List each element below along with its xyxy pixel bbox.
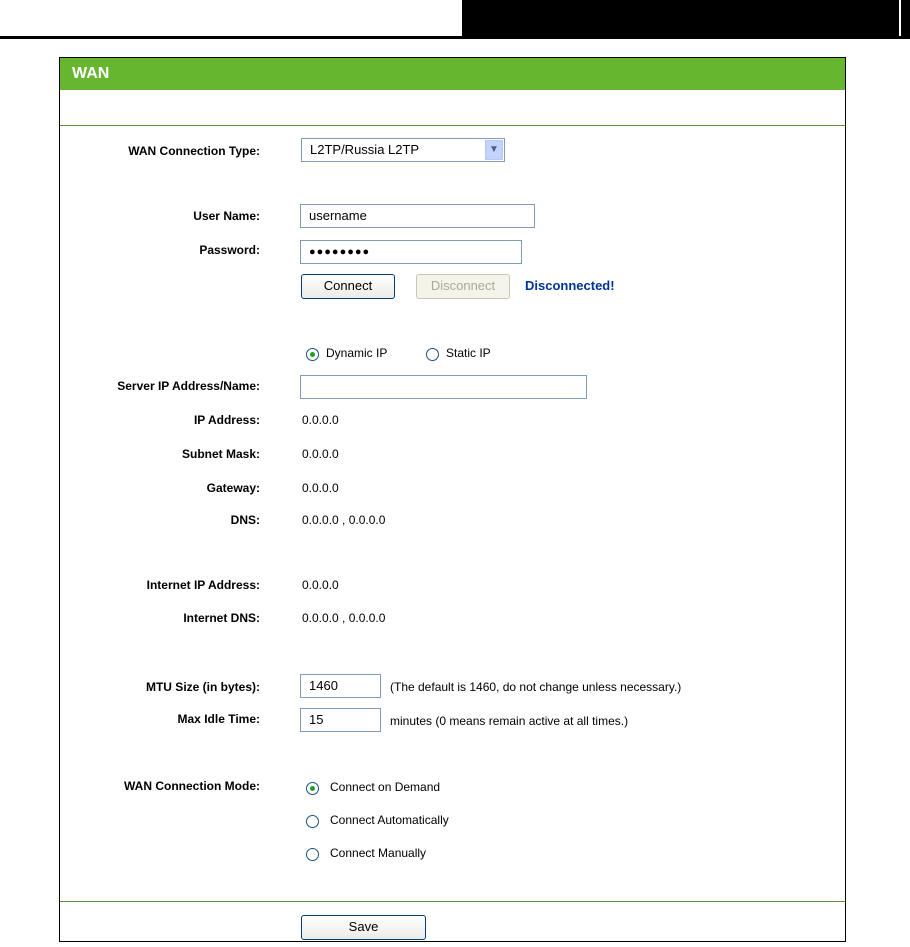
ip-address-value: 0.0.0.0 [302, 413, 339, 427]
mtu-input[interactable]: 1460 [300, 674, 381, 698]
connect-manually-radio[interactable] [306, 848, 319, 861]
connect-manually-label: Connect Manually [330, 846, 427, 860]
top-rule [0, 36, 910, 39]
wan-type-select[interactable] [301, 138, 505, 162]
gateway-label: Gateway: [206, 481, 260, 495]
server-input[interactable] [300, 375, 587, 399]
connect-on-demand-radio[interactable] [306, 782, 319, 795]
connect-button[interactable]: Connect [301, 274, 395, 299]
connect-automatically-radio[interactable] [306, 815, 319, 828]
static-ip-label: Static IP [446, 346, 491, 360]
subnet-mask-value: 0.0.0.0 [302, 447, 339, 461]
idle-label: Max Idle Time: [177, 712, 260, 726]
save-button[interactable]: Save [301, 915, 426, 940]
idle-input[interactable]: 15 [300, 708, 381, 732]
dns-label: DNS: [230, 513, 260, 527]
gateway-value: 0.0.0.0 [302, 481, 339, 495]
connect-on-demand-label: Connect on Demand [330, 780, 441, 794]
static-ip-radio[interactable] [426, 348, 439, 361]
dynamic-ip-radio[interactable] [306, 348, 319, 361]
dynamic-ip-label: Dynamic IP [326, 346, 388, 360]
idle-hint: minutes (0 means remain active at all times.) [390, 714, 629, 728]
disconnect-button[interactable]: Disconnect [416, 274, 510, 299]
internet-ip-label: Internet IP Address: [146, 578, 260, 592]
username-input[interactable]: username [300, 204, 535, 228]
top-banner-divider [899, 0, 901, 36]
page-title: WAN [60, 58, 845, 90]
top-banner [462, 0, 910, 37]
section-divider-top [60, 125, 845, 126]
connection-status: Disconnected! [525, 278, 615, 293]
password-label: Password: [199, 243, 260, 257]
server-label: Server IP Address/Name: [117, 379, 260, 393]
chevron-down-icon[interactable]: ▼ [485, 140, 503, 160]
wan-type-value: L2TP/Russia L2TP [310, 142, 420, 157]
wan-panel [59, 57, 846, 942]
wan-type-label: WAN Connection Type: [128, 144, 260, 158]
internet-dns-label: Internet DNS: [183, 611, 260, 625]
username-label: User Name: [193, 209, 260, 223]
internet-dns-value: 0.0.0.0 , 0.0.0.0 [302, 611, 386, 625]
password-input[interactable]: ●●●●●●●● [300, 240, 522, 264]
subnet-mask-label: Subnet Mask: [181, 447, 260, 461]
connect-automatically-label: Connect Automatically [330, 813, 449, 827]
mtu-label: MTU Size (in bytes): [145, 680, 260, 694]
section-divider-bottom [60, 901, 845, 902]
ip-address-label: IP Address: [193, 413, 260, 427]
connection-mode-label: WAN Connection Mode: [124, 779, 260, 793]
mtu-hint: (The default is 1460, do not change unless necessary.) [390, 680, 682, 694]
dns-value: 0.0.0.0 , 0.0.0.0 [302, 513, 386, 527]
internet-ip-value: 0.0.0.0 [302, 578, 339, 592]
